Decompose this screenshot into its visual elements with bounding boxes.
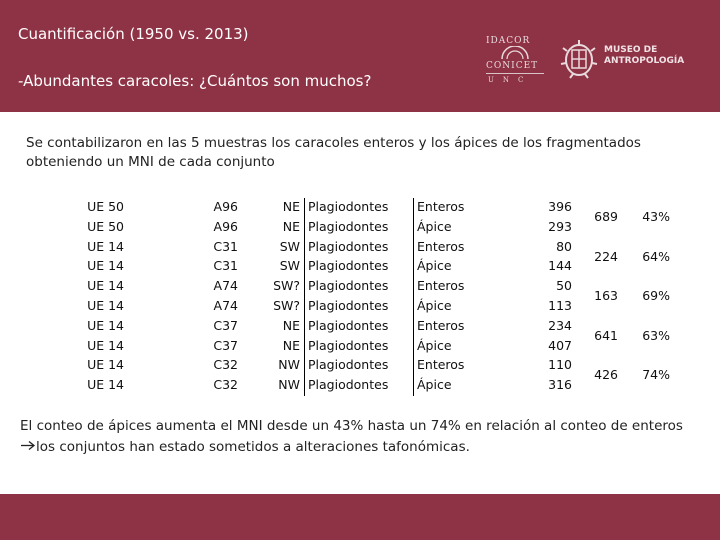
conclusion-part1: El conteo de ápices aumenta el MNI desde un 43% hasta un 74% en relación al conteo de enteros [20,418,683,434]
table-cell-dir: SW [279,258,300,274]
table-cell-site: A74 [213,278,238,294]
table-cell-site: C31 [213,258,238,274]
table-cell-count: 407 [548,337,572,353]
sun-icon [500,46,530,60]
idacor-logo-line2: CONICET [486,61,539,71]
table-cell-dir: NW [278,377,300,393]
museum-logo-line2: ANTROPOLOGÍA [604,56,685,66]
table-cell-genus: Plagiodontes [308,238,389,254]
group-total: 426 [594,367,618,383]
table-cell-part: Enteros [417,199,465,214]
table-cell-site: C37 [213,337,238,353]
page-subtitle: -Abundantes caracoles: ¿Cuántos son muchos? [18,72,372,90]
logos [476,28,712,90]
table-cell-site: C32 [213,357,238,373]
table-cell-ue: UE 14 [87,337,124,353]
table-cell-part: Ápice [417,258,452,274]
table-cell-ue: UE 50 [87,199,124,214]
table-cell-genus: Plagiodontes [308,357,389,373]
table-cell-ue: UE 14 [87,278,124,294]
group-total: 224 [594,248,618,264]
table-cell-genus: Plagiodontes [308,199,389,214]
table-cell-ue: UE 14 [87,317,124,333]
table-cell-count: 50 [556,278,572,294]
table-cell-count: 80 [556,238,572,254]
header [0,0,720,112]
group-total: 689 [594,208,618,224]
idacor-logo-line1: IDACOR [486,36,531,46]
table-cell-count: 316 [548,377,572,393]
table-cell-ue: UE 50 [87,218,124,234]
table-cell-ue: UE 14 [87,357,124,373]
table-cell-genus: Plagiodontes [308,377,389,393]
logo-divider [486,73,544,74]
museum-logo-text [604,45,684,67]
table-cell-site: C37 [213,317,238,333]
table-cell-count: 144 [548,258,572,274]
slide-content [0,112,720,494]
table-cell-genus: Plagiodontes [308,337,389,353]
table-cell-part: Enteros [417,278,465,294]
table-cell-dir: NE [282,337,300,353]
group-total: 163 [594,288,618,304]
table-cell-genus: Plagiodontes [308,298,389,313]
conclusion-text [20,416,700,458]
table-cell-part: Enteros [417,357,465,373]
table-cell-dir: SW? [273,278,300,294]
group-percentage: 64% [642,248,670,264]
idacor-logo-line3: UNC [488,76,533,84]
group-percentage: 69% [642,288,670,304]
group-percentage: 63% [642,327,670,343]
intro-text: Se contabilizaron en las 5 muestras los caracoles enteros y los ápices de los fragmentados obteniendo un MNI de cada conjunto [26,135,641,170]
table-cell-dir: SW? [273,298,300,313]
column-divider-part [413,198,414,396]
table-cell-part: Enteros [417,317,465,333]
museum-seal-icon [558,36,600,82]
table-cell-site: C31 [213,238,238,254]
table-cell-part: Ápice [417,337,452,353]
table-cell-dir: NE [282,199,300,214]
table-cell-count: 234 [548,317,572,333]
table-cell-dir: NE [282,218,300,234]
table-cell-site: A96 [213,218,238,234]
table-cell-ue: UE 14 [87,377,124,393]
museum-logo-line1: MUSEO DE [604,45,658,55]
group-percentage: 74% [642,367,670,383]
table-cell-part: Ápice [417,298,452,313]
table-cell-ue: UE 14 [87,298,124,313]
table-cell-ue: UE 14 [87,258,124,274]
table-cell-genus: Plagiodontes [308,278,389,294]
group-percentage: 43% [642,208,670,224]
table-cell-genus: Plagiodontes [308,218,389,234]
table-cell-genus: Plagiodontes [308,258,389,274]
table-cell-dir: SW [279,238,300,254]
table-cell-site: A96 [213,199,238,214]
table-cell-dir: NW [278,357,300,373]
conclusion-part2: los conjuntos han estado sometidos a alteraciones tafonómicas. [36,439,470,455]
table-cell-part: Ápice [417,218,452,234]
right-arrow-icon [20,437,36,458]
table-cell-count: 293 [548,218,572,234]
table-cell-part: Enteros [417,238,465,254]
table-cell-site: C32 [213,377,238,393]
table-cell-site: A74 [213,298,238,313]
table-cell-count: 113 [548,298,572,313]
table-cell-count: 396 [548,199,572,214]
table-cell-ue: UE 14 [87,238,124,254]
page-title: Cuantificación (1950 vs. 2013) [18,25,249,43]
table-cell-genus: Plagiodontes [308,317,389,333]
group-total: 641 [594,327,618,343]
column-divider-genus [304,198,305,396]
table-cell-dir: NE [282,317,300,333]
idacor-logo [486,36,546,84]
table-cell-part: Ápice [417,377,452,393]
table-cell-count: 110 [548,357,572,373]
